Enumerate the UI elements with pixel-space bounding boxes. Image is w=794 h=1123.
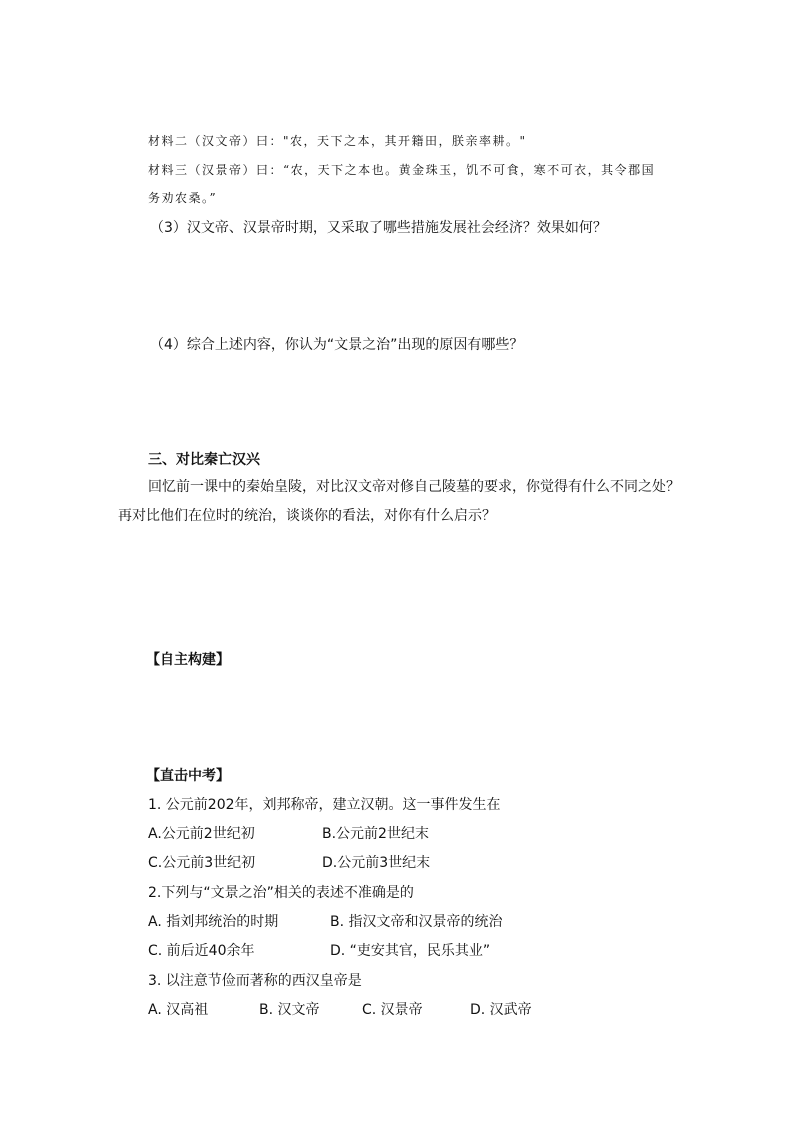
option-q1-d: D.公元前3世纪末 (322, 855, 431, 871)
option-q1-c: C.公元前3世纪初 (148, 855, 256, 871)
section-3-title: 三、对比秦亡汉兴 (148, 452, 260, 468)
material-3-line-2: 务劝农桑。” (148, 191, 218, 205)
question-4: （4）综合上述内容，你认为“文景之治”出现的原因有哪些？ (150, 337, 524, 353)
material-2: 材料二（汉文帝）曰："农，天下之本，其开籍田，朕亲率耕。" (148, 134, 527, 148)
section-3-line-1: 回忆前一课中的秦始皇陵，对比汉文帝对修自己陵墓的要求，你觉得有什么不同之处？ (148, 479, 680, 495)
option-q2-a: A. 指刘邦统治的时期 (148, 914, 279, 930)
option-q3-d: D. 汉武帝 (470, 1002, 532, 1018)
option-q2-b: B. 指汉文帝和汉景帝的统治 (330, 914, 503, 930)
material-3-line-1: 材料三（汉景帝）曰：“农，天下之本也。黄金珠玉，饥不可食，寒不可衣，其令郡国 (148, 163, 656, 177)
exam-question-3: 3. 以注意节俭而著称的西汉皇帝是 (148, 973, 362, 989)
option-q3-b: B. 汉文帝 (259, 1002, 320, 1018)
self-build-heading: 【自主构建】 (146, 652, 230, 668)
option-q1-b: B.公元前2世纪末 (322, 826, 429, 842)
exam-question-1: 1. 公元前202年，刘邦称帝，建立汉朝。这一事件发生在 (148, 797, 501, 813)
exam-heading: 【直击中考】 (146, 768, 230, 784)
question-3: （3）汉文帝、汉景帝时期，又采取了哪些措施发展社会经济？效果如何？ (150, 220, 607, 236)
section-3-line-2: 再对比他们在位时的统治，谈谈你的看法，对你有什么启示？ (118, 508, 496, 524)
exam-question-2: 2.下列与“文景之治”相关的表述不准确是的 (148, 885, 414, 901)
option-q3-a: A. 汉高祖 (148, 1002, 209, 1018)
option-q2-c: C. 前后近40余年 (148, 943, 255, 959)
option-q2-d: D. “吏安其官，民乐其业” (330, 943, 491, 959)
option-q3-c: C. 汉景帝 (362, 1002, 423, 1018)
option-q1-a: A.公元前2世纪初 (148, 826, 255, 842)
